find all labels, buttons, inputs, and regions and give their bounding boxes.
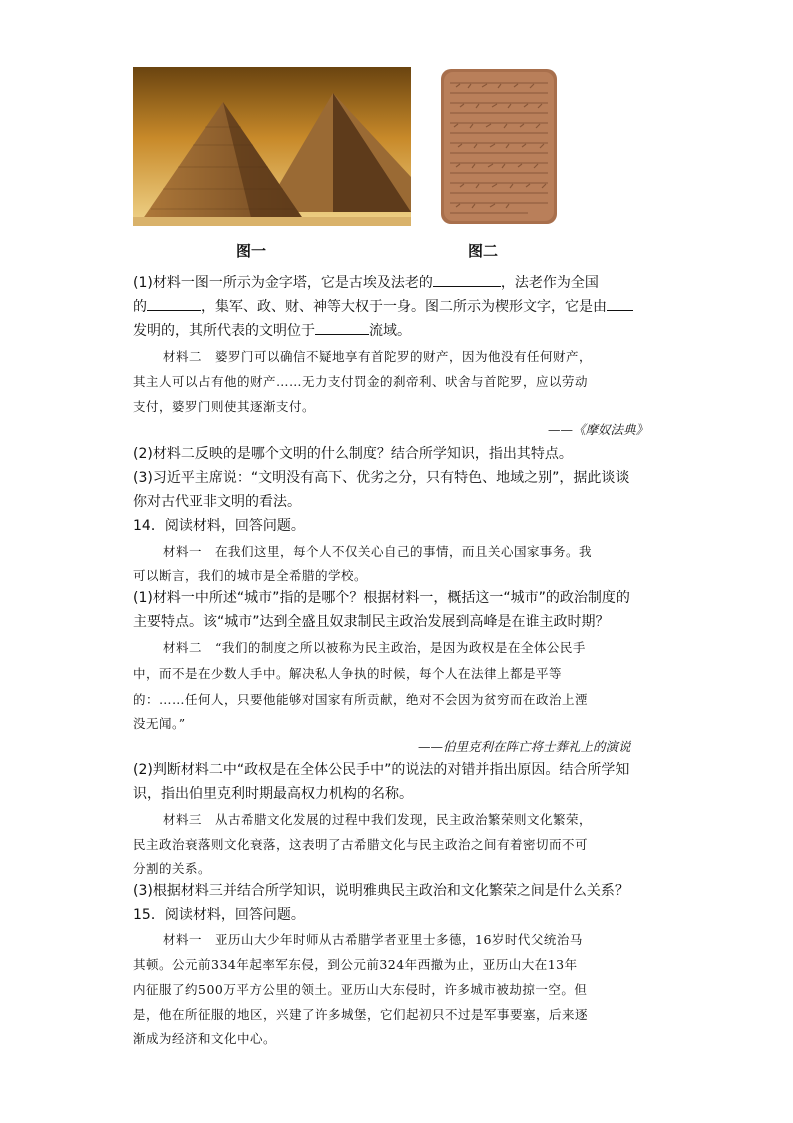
q1-line-2 [133, 296, 633, 318]
q1-line-1 [133, 272, 599, 294]
q1-text: 发明的，其所代表的文明位于 [133, 323, 315, 339]
material-2-line: 其主人可以占有他的财产……无力支付罚金的刹帝利、吠舍与首陀罗，应以劳动 [133, 374, 589, 389]
q3-line-2: 你对古代亚非文明的看法。 [133, 494, 301, 510]
problem-15-title: 15．阅读材料，回答问题。 [133, 907, 305, 923]
p14-material-3-line: 民主政治衰落则文化衰落，这表明了古希腊文化与民主政治之间有着密切而不可 [133, 837, 589, 852]
p15-material-1-line: 其顿。公元前334年起率军东侵，到公元前324年西撤为止，亚历山大在13年 [133, 957, 578, 972]
p14-material-3-line: 分割的关系。 [133, 861, 212, 876]
material-2-line: 材料二 婆罗门可以确信不疑地享有首陀罗的财产，因为他没有任何财产， [163, 349, 593, 364]
answer-blank[interactable] [607, 296, 633, 311]
p14-material-1-line: 材料一 在我们这里，每个人不仅关心自己的事情，而且关心国家事务。我 [163, 544, 593, 559]
p14-material-1-line: 可以断言，我们的城市是全希腊的学校。 [133, 568, 368, 583]
p14-q2-line-2: 识，指出伯里克利时期最高权力机构的名称。 [133, 786, 413, 802]
pyramids-photo [133, 67, 411, 226]
p15-material-1-line: 内征服了约500万平方公里的领土。亚历山大东侵时，许多城市被劫掠一空。但 [133, 982, 588, 997]
cuneiform-tablet-photo [438, 67, 560, 226]
q3-line-1: (3)习近平主席说：“文明没有高下、优劣之分，只有特色、地域之别”，据此谈谈 [133, 470, 630, 486]
problem-14-title: 14．阅读材料，回答问题。 [133, 518, 305, 534]
p14-material-2-line: 没无闻。” [133, 716, 186, 731]
material-2-line: 支付，婆罗门则使其逐渐支付。 [133, 399, 316, 414]
q2-line: (2)材料二反映的是哪个文明的什么制度？结合所学知识，指出其特点。 [133, 446, 573, 462]
material-2-source: ——《摩奴法典》 [548, 422, 649, 437]
p14-q2-line-1: (2)判断材料二中“政权是在全体公民手中”的说法的对错并指出原因。结合所学知 [133, 762, 630, 778]
q1-text: 流域。 [369, 323, 411, 339]
p14-material-3-line: 材料三 从古希腊文化发展的过程中我们发现，民主政治繁荣则文化繁荣， [163, 812, 593, 827]
p14-material-2-line: 的：……任何人，只要他能够对国家有所贡献，绝对不会因为贫穷而在政治上湮 [133, 692, 589, 707]
q1-line-3 [133, 320, 411, 342]
figure-1-caption: 图一 [236, 242, 267, 260]
q1-text: 的 [133, 299, 147, 315]
p15-material-1-line: 是，他在所征服的地区，兴建了许多城堡，它们起初只不过是军事要塞，后来逐 [133, 1007, 589, 1022]
q1-text: (1)材料一图一所示为金字塔，它是古埃及法老的 [133, 275, 433, 291]
p14-material-2-line: 中，而不是在少数人手中。解决私人争执的时候，每个人在法律上都是平等 [133, 666, 563, 681]
figure-2-caption: 图二 [468, 242, 499, 260]
answer-blank[interactable] [315, 320, 369, 335]
q1-text: ，法老作为全国 [500, 275, 599, 291]
q1-text: ，集军、政、财、神等大权于一身。图二所示为楔形文字，它是由 [201, 299, 607, 315]
p14-material-2-source: ——伯里克利在阵亡将士葬礼上的演说 [418, 739, 631, 754]
answer-blank[interactable] [433, 272, 501, 287]
p14-q1-line-1: (1)材料一中所述“城市”指的是哪个？根据材料一，概括这一“城市”的政治制度的 [133, 590, 630, 606]
p15-material-1-line: 渐成为经济和文化中心。 [133, 1031, 277, 1046]
p15-material-1-line: 材料一 亚历山大少年时师从古希腊学者亚里士多德，16岁时代父统治马 [163, 932, 583, 947]
p14-material-2-line: 材料二 “我们的制度之所以被称为民主政治，是因为政权是在全体公民手 [163, 640, 586, 655]
answer-blank[interactable] [147, 296, 201, 311]
p14-q1-line-2: 主要特点。该“城市”达到全盛且奴隶制民主政治发展到高峰是在谁主政时期？ [133, 614, 610, 630]
p14-q3-line: (3)根据材料三并结合所学知识，说明雅典民主政治和文化繁荣之间是什么关系？ [133, 883, 629, 899]
